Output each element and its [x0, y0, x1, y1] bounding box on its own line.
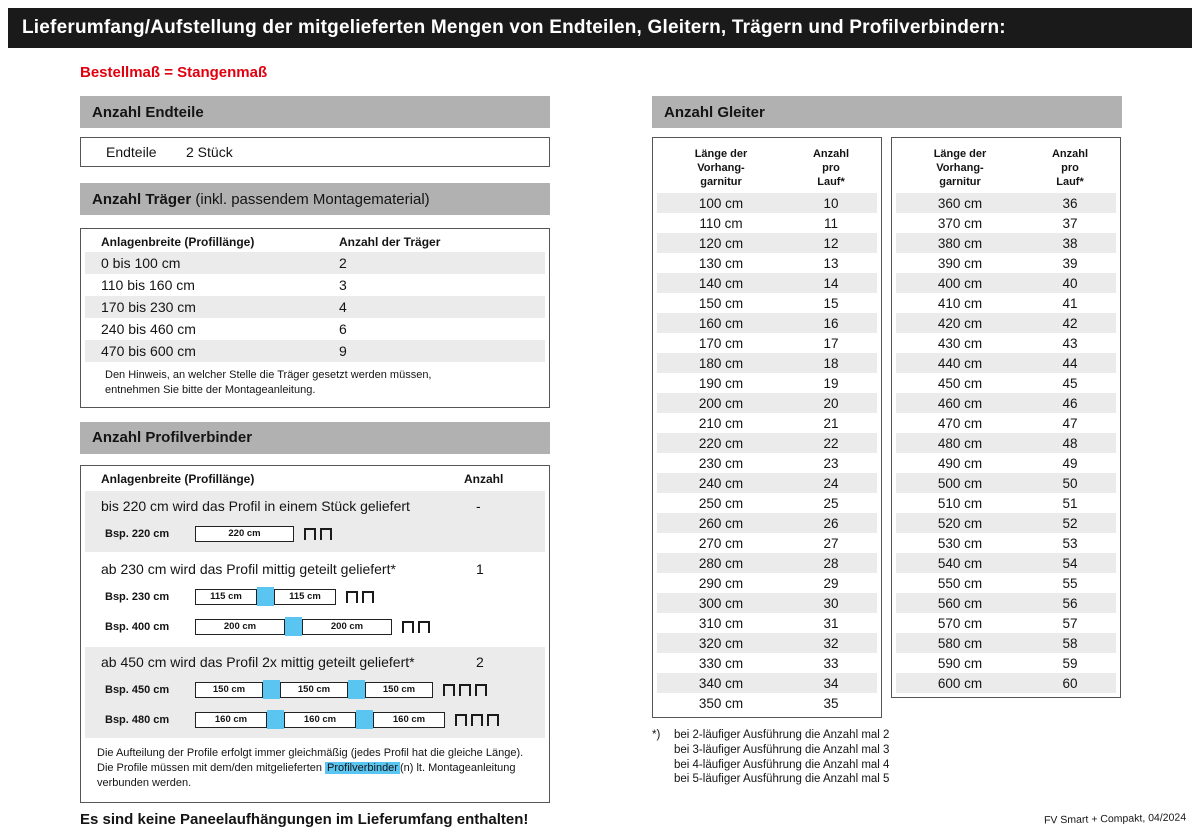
bracket-icons — [304, 528, 332, 540]
header-line: garnitur — [939, 175, 981, 188]
gleiter-length-cell: 340 cm — [698, 675, 744, 691]
gleiter-table-header — [657, 142, 877, 193]
gleiter-length-cell: 230 cm — [698, 455, 744, 471]
gleiter-count-cell: 17 — [823, 335, 839, 351]
gleiter-length-cell: 490 cm — [937, 455, 983, 471]
profilverbinder-table-header — [81, 466, 549, 489]
traeger-count-cell: 2 — [339, 255, 347, 271]
profile-diagram — [105, 617, 545, 637]
footnote: bei 4-läufiger Ausführung die Anzahl mal 4 — [674, 758, 890, 771]
gleiter-row — [896, 553, 1116, 573]
gleiter-length-cell: 600 cm — [937, 675, 983, 691]
gleiter-length-cell: 590 cm — [937, 655, 983, 671]
gleiter-row — [896, 473, 1116, 493]
gleiter-count-cell: 39 — [1062, 255, 1078, 271]
profilverbinder-note — [81, 738, 549, 802]
gleiter-length-cell: 550 cm — [937, 575, 983, 591]
gleiter-length-cell: 250 cm — [698, 495, 744, 511]
gleiter-count-cell: 58 — [1062, 635, 1078, 651]
gleiter-count-cell: 13 — [823, 255, 839, 271]
gleiter-row — [657, 293, 877, 313]
gleiter-length-cell: 130 cm — [698, 255, 744, 271]
gleiter-row — [896, 373, 1116, 393]
gleiter-row — [896, 493, 1116, 513]
traeger-row — [85, 296, 545, 318]
profilverbinder-section — [85, 491, 545, 552]
gleiter-row — [657, 313, 877, 333]
gleiter-rows-right — [896, 193, 1116, 693]
gleiter-count-cell: 59 — [1062, 655, 1078, 671]
gleiter-tables — [652, 137, 1122, 718]
bracket-icon — [443, 684, 455, 696]
gleiter-table-header — [896, 142, 1116, 193]
gleiter-table-left — [652, 137, 882, 718]
profile-bar — [195, 526, 294, 542]
gleiter-count-cell: 41 — [1062, 295, 1078, 311]
gleiter-count-cell: 19 — [823, 375, 839, 391]
section-header-label: Anzahl Profilverbinder — [92, 429, 253, 447]
gleiter-row — [896, 333, 1116, 353]
gleiter-length-cell: 570 cm — [937, 615, 983, 631]
bracket-icon — [320, 528, 332, 540]
profile-diagram — [105, 587, 545, 607]
header-line: pro — [822, 161, 840, 174]
gleiter-count-cell: 46 — [1062, 395, 1078, 411]
gleiter-row — [657, 413, 877, 433]
gleiter-count-cell: 48 — [1062, 435, 1078, 451]
gleiter-count-cell: 18 — [823, 355, 839, 371]
gleiter-length-cell: 290 cm — [698, 575, 744, 591]
gleiter-length-cell: 460 cm — [937, 395, 983, 411]
left-column — [80, 96, 550, 828]
gleiter-count-cell: 15 — [823, 295, 839, 311]
gleiter-row — [657, 213, 877, 233]
traeger-table — [80, 228, 550, 408]
endteile-box — [80, 137, 550, 167]
gleiter-length-cell: 350 cm — [698, 695, 744, 711]
gleiter-row — [657, 673, 877, 693]
profile-connector-icon — [348, 680, 365, 699]
gleiter-length-cell: 330 cm — [698, 655, 744, 671]
profile-diagram — [105, 524, 545, 544]
gleiter-row — [896, 533, 1116, 553]
gleiter-length-cell: 240 cm — [698, 475, 744, 491]
gleiter-count-cell: 11 — [823, 215, 838, 231]
profile-bar — [195, 617, 392, 636]
gleiter-row — [896, 273, 1116, 293]
gleiter-length-cell: 320 cm — [698, 635, 744, 651]
profilverbinder-rule-row — [85, 558, 545, 577]
gleiter-length-cell: 270 cm — [698, 535, 744, 551]
gleiter-count-cell: 24 — [823, 475, 839, 491]
gleiter-count-cell: 55 — [1062, 575, 1078, 591]
gleiter-length-cell: 470 cm — [937, 415, 983, 431]
endteile-label: Endteile — [106, 144, 157, 160]
gleiter-length-cell: 360 cm — [937, 195, 983, 211]
order-size-note: Bestellmaß = Stangenmaß — [80, 64, 268, 81]
gleiter-count-cell: 28 — [823, 555, 839, 571]
gleiter-row — [657, 693, 877, 713]
gleiter-count-cell: 45 — [1062, 375, 1078, 391]
gleiter-row — [657, 353, 877, 373]
traeger-range-cell: 0 bis 100 cm — [101, 255, 181, 271]
gleiter-length-cell: 150 cm — [698, 295, 744, 311]
gleiter-length-cell: 260 cm — [698, 515, 744, 531]
gleiter-row — [896, 613, 1116, 633]
gleiter-length-cell: 480 cm — [937, 435, 983, 451]
diagram-example-label: Bsp. 220 cm — [105, 527, 170, 540]
gleiter-count-cell: 22 — [823, 435, 839, 451]
gleiter-row — [896, 573, 1116, 593]
note-highlight: Profilverbinder — [327, 762, 398, 775]
profile-bar — [195, 680, 433, 699]
gleiter-row — [896, 213, 1116, 233]
bracket-icon — [304, 528, 316, 540]
gleiter-count-cell: 51 — [1062, 495, 1078, 511]
gleiter-count-cell: 42 — [1062, 315, 1078, 331]
profile-segment: 150 cm — [280, 682, 348, 698]
gleiter-length-cell: 370 cm — [937, 215, 983, 231]
gleiter-length-cell: 580 cm — [937, 635, 983, 651]
gleiter-count-cell: 44 — [1062, 355, 1078, 371]
gleiter-row — [657, 333, 877, 353]
gleiter-row — [657, 513, 877, 533]
gleiter-length-cell: 110 cm — [699, 215, 743, 231]
gleiter-count-cell: 37 — [1062, 215, 1078, 231]
profile-diagram — [105, 680, 545, 700]
gleiter-length-cell: 280 cm — [698, 555, 744, 571]
bracket-icons — [402, 621, 430, 633]
gleiter-count-cell: 29 — [823, 575, 839, 591]
traeger-row — [85, 340, 545, 362]
bracket-icons — [346, 591, 374, 603]
gleiter-count-cell: 52 — [1062, 515, 1078, 531]
gleiter-length-cell: 540 cm — [937, 555, 983, 571]
gleiter-length-cell: 380 cm — [937, 235, 983, 251]
gleiter-footnotes — [652, 728, 1122, 787]
column-header-anzahl: Anzahl — [464, 471, 504, 486]
traeger-table-header — [81, 229, 549, 252]
traeger-range-cell: 170 bis 230 cm — [101, 299, 196, 315]
bracket-icon — [475, 684, 487, 696]
gleiter-count-cell: 33 — [823, 655, 839, 671]
gleiter-length-cell: 410 cm — [937, 295, 983, 311]
gleiter-length-cell: 520 cm — [937, 515, 983, 531]
gleiter-length-cell: 300 cm — [698, 595, 744, 611]
header-line: garnitur — [700, 175, 742, 188]
column-header-anlagenbreite: Anlagenbreite (Profillänge) — [101, 471, 255, 486]
gleiter-row — [896, 253, 1116, 273]
gleiter-count-cell: 26 — [823, 515, 839, 531]
profile-diagram — [105, 710, 545, 730]
traeger-count-cell: 4 — [339, 299, 347, 315]
profilverbinder-table — [80, 465, 550, 803]
gleiter-row — [896, 673, 1116, 693]
profile-segment: 150 cm — [365, 682, 433, 698]
profilverbinder-count: 1 — [476, 560, 484, 577]
section-header-label: Anzahl Gleiter — [664, 103, 765, 121]
profile-connector-icon — [356, 710, 373, 729]
profile-connector-icon — [257, 587, 274, 606]
profile-segment: 200 cm — [302, 619, 392, 635]
gleiter-row — [657, 433, 877, 453]
gleiter-count-cell: 34 — [823, 675, 839, 691]
gleiter-row — [896, 513, 1116, 533]
profilverbinder-section — [85, 554, 545, 645]
endteile-value: 2 Stück — [186, 144, 233, 160]
gleiter-count-cell: 23 — [823, 455, 839, 471]
gleiter-count-cell: 56 — [1062, 595, 1078, 611]
gleiter-row — [657, 233, 877, 253]
column-header-anlagenbreite: Anlagenbreite (Profillänge) — [101, 235, 255, 249]
header-line: Lauf* — [817, 175, 845, 188]
diagram-example-label: Bsp. 400 cm — [105, 620, 170, 633]
gleiter-count-cell: 25 — [823, 495, 839, 511]
gleiter-count-cell: 40 — [1062, 275, 1078, 291]
column-header-count — [1024, 148, 1116, 189]
header-line: Vorhang- — [936, 161, 984, 174]
profile-bar — [195, 587, 336, 606]
traeger-range-cell: 110 bis 160 cm — [101, 277, 195, 293]
section-header-suffix: (inkl. passendem Montagematerial) — [191, 190, 430, 208]
bracket-icon — [459, 684, 471, 696]
bracket-icons — [455, 714, 499, 726]
profilverbinder-rule-text: bis 220 cm wird das Profil in einem Stück geliefert — [101, 497, 410, 514]
gleiter-row — [657, 553, 877, 573]
bracket-icon — [487, 714, 499, 726]
profilverbinder-rule-text: ab 450 cm wird das Profil 2x mittig geteilt geliefert* — [101, 653, 415, 670]
gleiter-count-cell: 53 — [1062, 535, 1078, 551]
traeger-row — [85, 318, 545, 340]
gleiter-row — [896, 233, 1116, 253]
gleiter-length-cell: 510 cm — [937, 495, 983, 511]
gleiter-count-cell: 30 — [823, 595, 839, 611]
gleiter-length-cell: 210 cm — [698, 415, 744, 431]
traeger-note: Den Hinweis, an welcher Stelle die Träger gesetzt werden müssen, entnehmen Sie bitte der Montageanleitung. — [105, 369, 432, 396]
gleiter-row — [896, 193, 1116, 213]
page-title: Lieferumfang/Aufstellung der mitgelieferten Mengen von Endteilen, Gleitern, Trägern und Profilverbindern: — [22, 17, 1006, 38]
gleiter-length-cell: 100 cm — [698, 195, 744, 211]
bracket-icon — [362, 591, 374, 603]
section-header-profilverbinder — [80, 422, 550, 454]
bracket-icon — [471, 714, 483, 726]
gleiter-length-cell: 190 cm — [698, 375, 744, 391]
gleiter-row — [896, 353, 1116, 373]
profile-segment: 150 cm — [195, 682, 263, 698]
profile-segment: 160 cm — [284, 712, 356, 728]
traeger-count-cell: 6 — [339, 321, 347, 337]
gleiter-length-cell: 170 cm — [698, 335, 744, 351]
page-title-bar — [8, 8, 1192, 48]
gleiter-count-cell: 35 — [823, 695, 839, 711]
profilverbinder-rule-row — [85, 651, 545, 670]
gleiter-length-cell: 450 cm — [937, 375, 983, 391]
traeger-count-cell: 9 — [339, 343, 347, 359]
gleiter-row — [657, 493, 877, 513]
profile-segment: 200 cm — [195, 619, 285, 635]
gleiter-count-cell: 43 — [1062, 335, 1078, 351]
gleiter-count-cell: 12 — [823, 235, 839, 251]
footnote-marker: *) — [652, 729, 661, 742]
no-panel-hangers-note: Es sind keine Paneelaufhängungen im Lieferumfang enthalten! — [80, 810, 529, 828]
header-line: Länge der — [933, 148, 987, 160]
footnote-text: bei 2-läufiger Ausführung die Anzahl mal 2 — [674, 729, 890, 742]
profilverbinder-count: - — [476, 497, 481, 514]
traeger-row — [85, 252, 545, 274]
gleiter-count-cell: 20 — [823, 395, 839, 411]
gleiter-row — [896, 393, 1116, 413]
gleiter-row — [657, 253, 877, 273]
bracket-icon — [418, 621, 430, 633]
gleiter-length-cell: 530 cm — [937, 535, 983, 551]
header-line: Anzahl — [812, 148, 850, 160]
bracket-icon — [455, 714, 467, 726]
gleiter-row — [896, 593, 1116, 613]
gleiter-row — [657, 573, 877, 593]
gleiter-length-cell: 160 cm — [698, 315, 744, 331]
gleiter-count-cell: 50 — [1062, 475, 1078, 491]
note-text: (n) lt. Montageanleitung verbunden werden. — [97, 762, 516, 790]
gleiter-length-cell: 440 cm — [937, 355, 983, 371]
traeger-range-cell: 470 bis 600 cm — [101, 343, 196, 359]
gleiter-row — [657, 373, 877, 393]
footnote: bei 5-läufiger Ausführung die Anzahl mal 5 — [674, 773, 890, 786]
gleiter-length-cell: 200 cm — [698, 395, 744, 411]
gleiter-length-cell: 430 cm — [937, 335, 983, 351]
gleiter-length-cell: 560 cm — [937, 595, 983, 611]
right-column — [652, 96, 1122, 787]
section-header-endteile — [80, 96, 550, 128]
gleiter-count-cell: 47 — [1062, 415, 1078, 431]
gleiter-row — [896, 453, 1116, 473]
gleiter-row — [657, 273, 877, 293]
gleiter-row — [896, 293, 1116, 313]
gleiter-row — [657, 653, 877, 673]
profilverbinder-section — [85, 647, 545, 738]
header-line: pro — [1061, 161, 1079, 174]
gleiter-count-cell: 60 — [1062, 675, 1078, 691]
section-header-label: Anzahl Endteile — [92, 103, 204, 121]
column-header-count — [785, 148, 877, 189]
column-header-length — [896, 148, 1024, 189]
section-header-traeger — [80, 183, 550, 215]
gleiter-count-cell: 49 — [1062, 455, 1078, 471]
section-header-gleiter — [652, 96, 1122, 128]
diagram-example-label: Bsp. 480 cm — [105, 713, 170, 726]
gleiter-table-right — [891, 137, 1121, 698]
gleiter-count-cell: 57 — [1062, 615, 1078, 631]
footnote: bei 3-läufiger Ausführung die Anzahl mal 3 — [674, 743, 890, 756]
gleiter-row — [657, 193, 877, 213]
gleiter-row — [657, 633, 877, 653]
gleiter-count-cell: 36 — [1062, 195, 1078, 211]
header-line: Lauf* — [1056, 175, 1084, 188]
profilverbinder-sections — [81, 491, 549, 738]
column-header-length — [657, 148, 785, 189]
gleiter-rows-left — [657, 193, 877, 713]
profile-bar — [195, 710, 445, 729]
profile-segment: 115 cm — [274, 589, 336, 605]
gleiter-count-cell: 21 — [823, 415, 839, 431]
gleiter-count-cell: 16 — [823, 315, 839, 331]
traeger-rows — [81, 252, 549, 362]
gleiter-row — [896, 653, 1116, 673]
gleiter-count-cell: 14 — [823, 275, 839, 291]
traeger-row — [85, 274, 545, 296]
document-footer: FV Smart + Compakt, 04/2024 — [1043, 811, 1187, 827]
gleiter-length-cell: 120 cm — [698, 235, 744, 251]
bracket-icon — [346, 591, 358, 603]
column-header-anzahl-traeger: Anzahl der Träger — [339, 235, 441, 249]
gleiter-count-cell: 31 — [823, 615, 839, 631]
gleiter-length-cell: 140 cm — [698, 275, 744, 291]
traeger-range-cell: 240 bis 460 cm — [101, 321, 196, 337]
gleiter-row — [657, 593, 877, 613]
profile-segment: 115 cm — [195, 589, 257, 605]
gleiter-row — [896, 433, 1116, 453]
gleiter-row — [657, 453, 877, 473]
profile-segment: 160 cm — [373, 712, 445, 728]
bracket-icons — [443, 684, 487, 696]
gleiter-count-cell: 27 — [823, 535, 839, 551]
diagram-example-label: Bsp. 450 cm — [105, 683, 170, 696]
profile-connector-icon — [263, 680, 280, 699]
bracket-icon — [402, 621, 414, 633]
gleiter-row — [896, 313, 1116, 333]
gleiter-length-cell: 310 cm — [698, 615, 744, 631]
gleiter-length-cell: 400 cm — [937, 275, 983, 291]
header-line: Länge der — [694, 148, 748, 160]
profile-segment: 220 cm — [195, 526, 294, 542]
gleiter-count-cell: 10 — [823, 195, 839, 211]
profilverbinder-count: 2 — [476, 653, 484, 670]
gleiter-length-cell: 180 cm — [698, 355, 744, 371]
profilverbinder-rule-row — [85, 495, 545, 514]
profile-segment: 160 cm — [195, 712, 267, 728]
gleiter-length-cell: 390 cm — [937, 255, 983, 271]
gleiter-row — [657, 473, 877, 493]
header-line: Vorhang- — [697, 161, 745, 174]
gleiter-row — [657, 533, 877, 553]
profile-connector-icon — [267, 710, 284, 729]
profile-connector-icon — [285, 617, 302, 636]
diagram-example-label: Bsp. 230 cm — [105, 590, 170, 603]
traeger-count-cell: 3 — [339, 277, 347, 293]
note-text: Die Aufteilung der Profile erfolgt immer gleichmäßig (jedes Profil hat die gleiche Länge). Die Profile müssen mit dem/den mitgelieferten — [97, 746, 524, 775]
gleiter-count-cell: 38 — [1062, 235, 1078, 251]
section-header-label: Anzahl Träger — [92, 190, 192, 208]
gleiter-row — [657, 613, 877, 633]
footnote — [652, 728, 1122, 743]
gleiter-length-cell: 420 cm — [937, 315, 983, 331]
gleiter-length-cell: 500 cm — [937, 475, 983, 491]
gleiter-count-cell: 32 — [823, 635, 839, 651]
gleiter-count-cell: 54 — [1062, 555, 1078, 571]
gleiter-row — [896, 413, 1116, 433]
profilverbinder-rule-text: ab 230 cm wird das Profil mittig geteilt geliefert* — [101, 560, 396, 577]
gleiter-length-cell: 220 cm — [698, 435, 744, 451]
gleiter-row — [657, 393, 877, 413]
gleiter-row — [896, 633, 1116, 653]
header-line: Anzahl — [1051, 148, 1089, 160]
